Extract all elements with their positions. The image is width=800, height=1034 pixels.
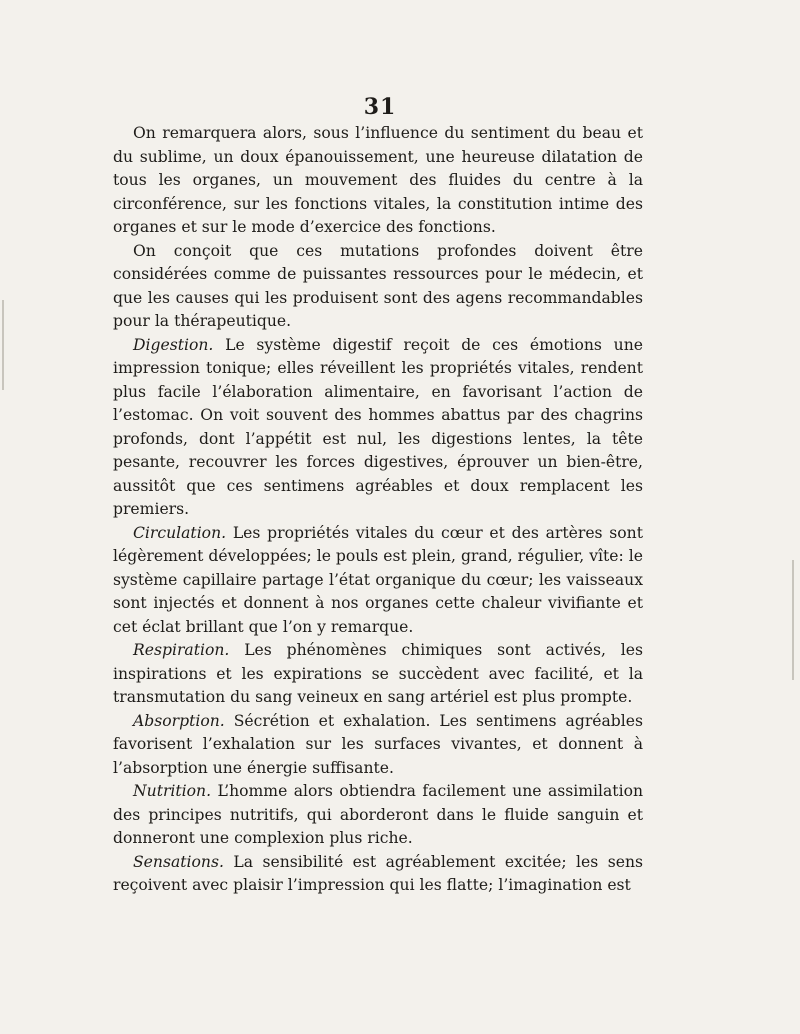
paragraph-text: L’homme alors obtiendra facilement une assimilation des principes nutritifs, qui aborderont dans le fluide sanguin et donneront une complexion plus riche. <box>113 782 643 847</box>
section-title-absorption: Absorption. <box>133 711 225 730</box>
paragraph <box>113 122 643 240</box>
paragraph-text: Les propriétés vitales du cœur et des artères sont légèrement développées; le pouls est plein, grand, régulier, vîte: le système capillaire partage l’état organique du cœur; les vaisseaux sont injectés et donnent à nos organes cette chaleur vivifiante et cet éclat brillant que l’on y remarque. <box>113 523 643 636</box>
paragraph-text: On conçoit que ces mutations profondes doivent être considérées comme de puissantes ressources pour le médecin, et que les causes qui les produisent sont des agens recommandables pour la thérapeutique. <box>113 241 643 330</box>
paragraph-digestion <box>113 334 643 522</box>
section-title-respiration: Respiration. <box>133 641 230 659</box>
paragraph-circulation <box>113 522 643 640</box>
page-number: 31 <box>363 94 397 120</box>
paragraph-text: Les phénomènes chimiques sont activés, les inspirations et les expirations se succèdent avec facilité, et la transmutation du sang veineux en sang artériel est plus prompte. <box>113 641 643 706</box>
body-text <box>113 122 643 898</box>
left-edge-mark <box>2 300 4 390</box>
section-title-sensations: Sensations. <box>133 852 224 871</box>
right-edge-mark <box>792 560 794 680</box>
paragraph-absorption <box>113 710 643 781</box>
paragraph <box>113 240 643 334</box>
paragraph-respiration <box>113 639 643 710</box>
section-title-circulation: Circulation. <box>133 523 227 542</box>
paragraph-text: Le système digestif reçoit de ces émotions une impression tonique; elles réveillent les propriétés vitales, rendent plus facile l’élaboration alimentaire, en favorisant l’action de l’estomac. On voit souvent des hommes abattus par des chagrins profonds, dont l’appétit est nul, les digestions lentes, la tête pesante, recouvrer les forces digestives, éprouver un bien-être, aussitôt que ces sentimens agréables et doux remplacent les premiers. <box>113 335 643 518</box>
paragraph-text: La sensibilité est agréablement excitée; les sens reçoivent avec plaisir l’impression qui les flatte; l’imagination est <box>113 852 643 894</box>
section-title-digestion: Digestion. <box>133 335 214 354</box>
paragraph-text: Sécrétion et exhalation. Les sentimens agréables favorisent l’exhalation sur les surfaces vivantes, et donnent à l’absorption une énergie suffisante. <box>113 711 643 777</box>
paragraph-nutrition <box>113 780 643 851</box>
paragraph-sensations <box>113 851 643 898</box>
section-title-nutrition: Nutrition. <box>133 782 212 800</box>
paragraph-text: On remarquera alors, sous l’influence du sentiment du beau et du sublime, un doux épanouissement, une heureuse dilatation de tous les organes, un mouvement des fluides du centre à la circonférence, sur les fonctions vitales, la constitution intime des organes et sur le mode d’exercice des fonctions. <box>113 124 643 236</box>
